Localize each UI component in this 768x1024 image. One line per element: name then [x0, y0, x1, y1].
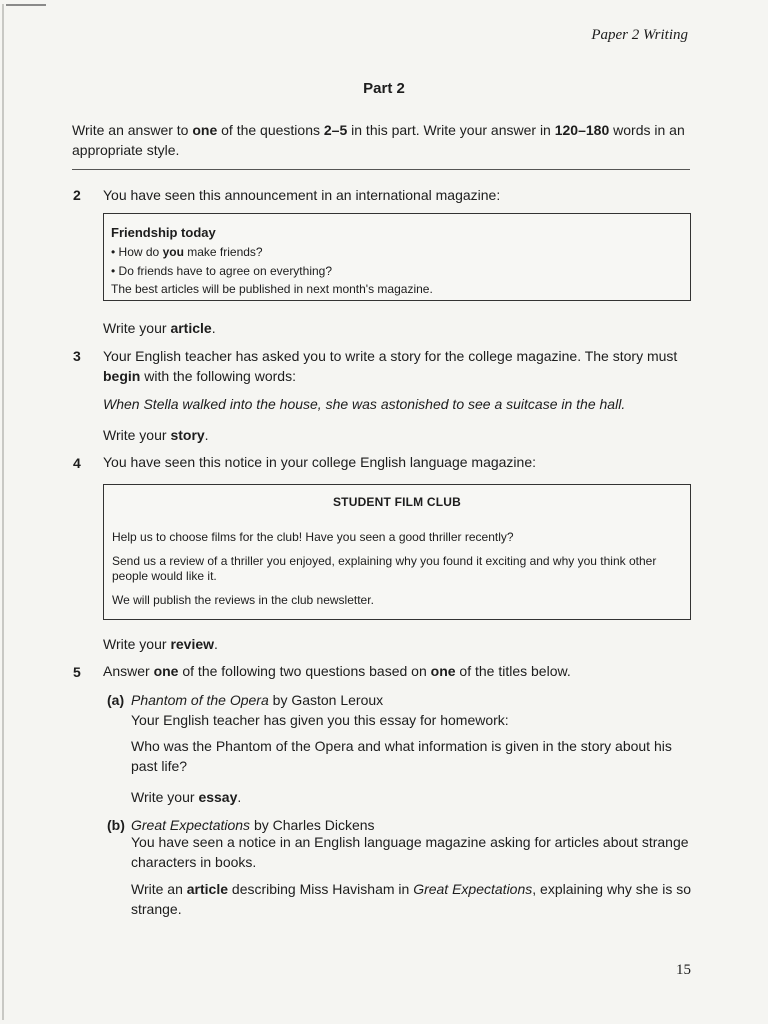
part-title: Part 2 [363, 80, 405, 97]
page-number: 15 [676, 962, 691, 978]
question-5-number: 5 [73, 664, 81, 680]
option-a-label: (a) [107, 692, 125, 708]
corner-mark [6, 4, 46, 6]
question-4-instruction: Write your review. [103, 636, 218, 652]
divider [72, 169, 690, 170]
option-b-instruction: Write an article describing Miss Havisham in Great Expectations, explaining why she is so strange. [131, 881, 692, 917]
option-a-title: Phantom of the Opera by Gaston Leroux [131, 692, 384, 708]
option-a-line: Your English teacher has given you this essay for homework: [131, 712, 509, 728]
question-2-number: 2 [73, 187, 81, 203]
notice-line-1: Help us to choose films for the club! Have you seen a good thriller recently? [112, 530, 514, 544]
notice-line-2: Send us a review of a thriller you enjoyed, explaining why you found it exciting and why you think other people would like it. [112, 554, 657, 583]
announcement-box [103, 213, 691, 301]
option-b-label: (b) [107, 817, 125, 833]
question-2-prompt: You have seen this announcement in an international magazine: [103, 187, 501, 203]
option-b-title: Great Expectations by Charles Dickens [131, 817, 375, 833]
notice-box [103, 484, 691, 620]
question-4-number: 4 [73, 455, 81, 471]
announcement-bullet-2: • Do friends have to agree on everything? [111, 264, 333, 278]
page-edge [2, 4, 4, 1020]
announcement-bullet-1: • How do you make friends? [111, 245, 263, 259]
story-opening: When Stella walked into the house, she was astonished to see a suitcase in the hall. [103, 396, 626, 412]
part-intro: Write an answer to one of the questions 2–5 in this part. Write your answer in 120–180 words in an appropriate style. [72, 122, 685, 158]
notice-title: STUDENT FILM CLUB [332, 495, 462, 509]
option-b-line: You have seen a notice in an English language magazine asking for articles about strange characters in books. [131, 834, 689, 870]
announcement-title: Friendship today [111, 225, 216, 240]
question-4-prompt: You have seen this notice in your college English language magazine: [103, 454, 537, 470]
notice-line-3: We will publish the reviews in the club newsletter. [112, 593, 374, 607]
announcement-footer: The best articles will be published in next month's magazine. [111, 282, 433, 296]
question-5-prompt: Answer one of the following two questions based on one of the titles below. [103, 663, 571, 679]
question-3-instruction: Write your story. [103, 427, 209, 443]
option-a-question: Who was the Phantom of the Opera and what information is given in the story about his past life? [131, 738, 672, 774]
running-header: Paper 2 Writing [591, 27, 688, 43]
question-3-prompt: Your English teacher has asked you to write a story for the college magazine. The story must begin with the following words: [103, 348, 678, 384]
question-3-number: 3 [73, 348, 81, 364]
question-2-instruction: Write your article. [103, 320, 216, 336]
option-a-instruction: Write your essay. [131, 789, 242, 805]
